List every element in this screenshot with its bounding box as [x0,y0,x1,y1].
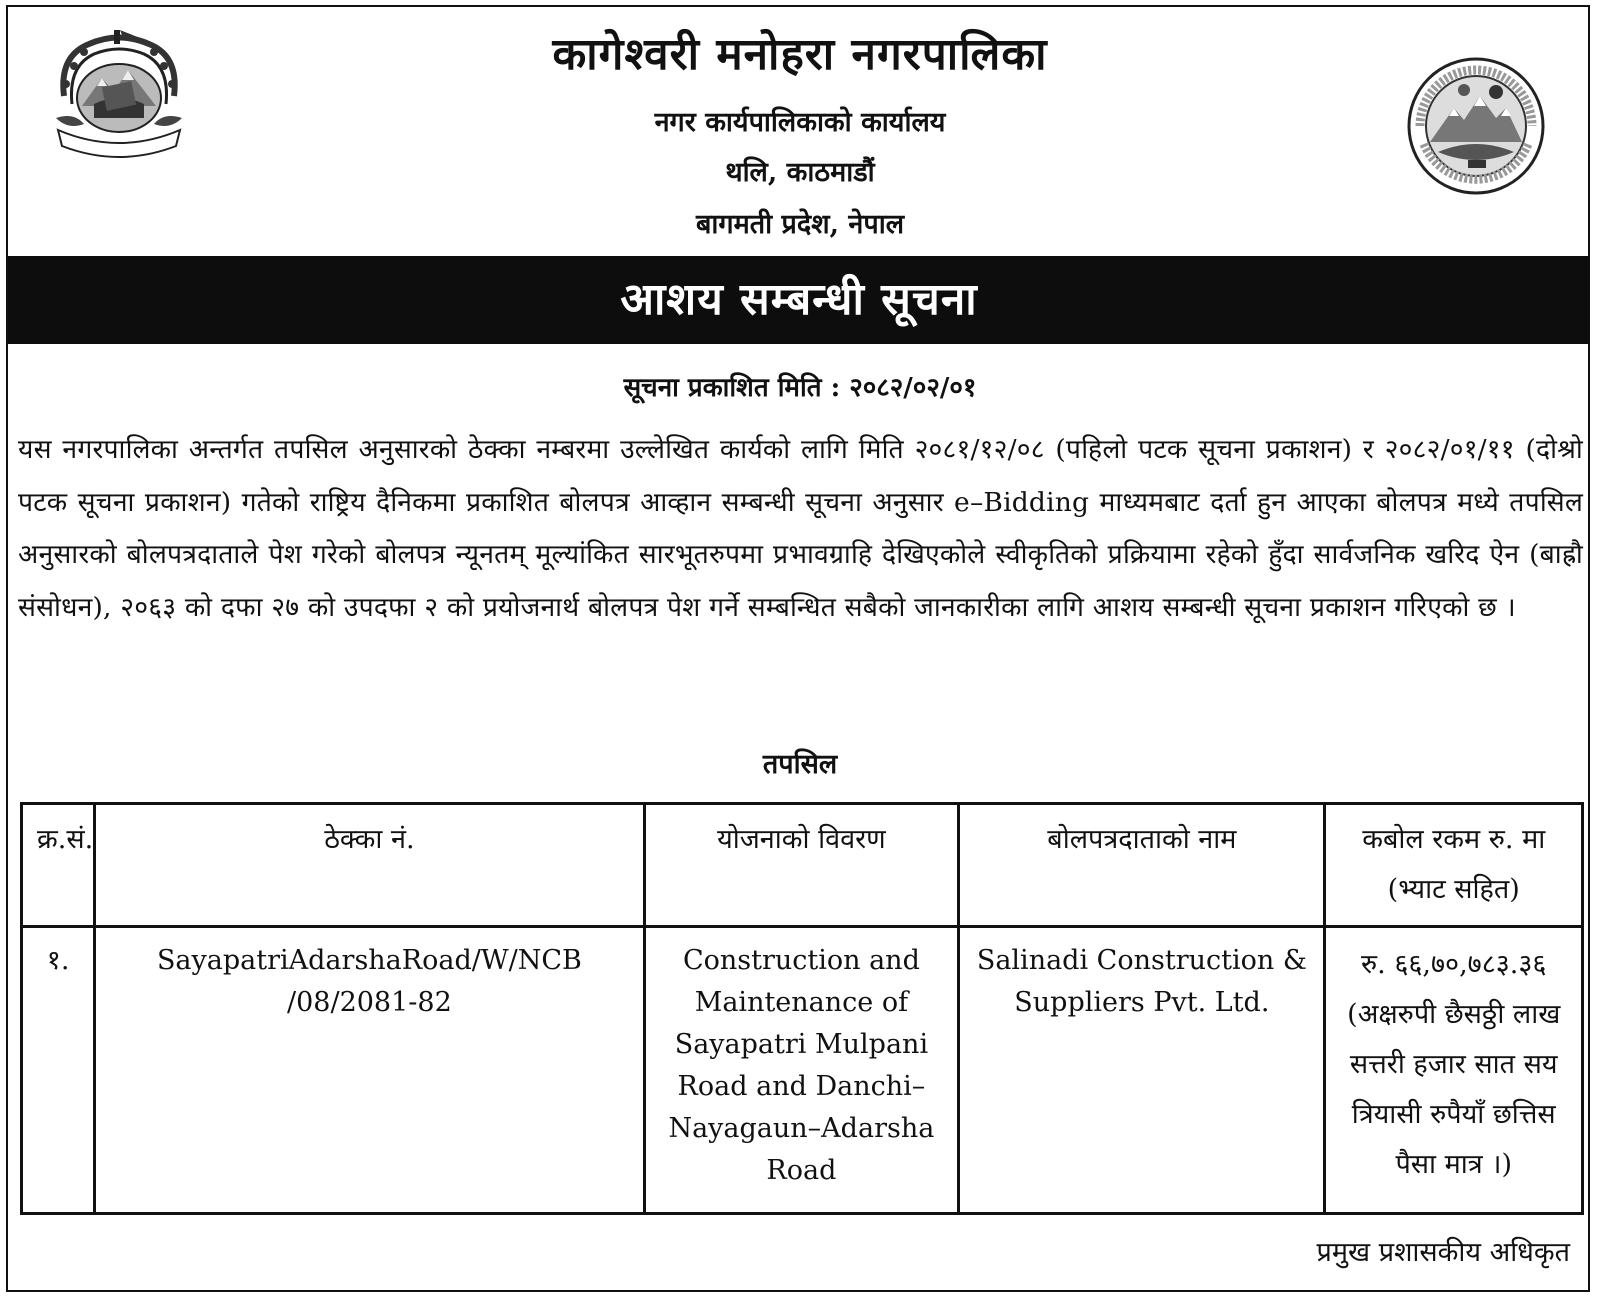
bid-table [20,802,1584,1215]
table-row [22,927,1583,1214]
notice-body: यस नगरपालिका अन्तर्गत तपसिल अनुसारको ठेक्का नम्बरमा उल्लेखित कार्यको लागि मिति २०८१/१२/०८ (पहिलो पटक सूचना प्रकाशन) र २०८२/०१/११ (दोश्रो पटक सूचना प्रकाशन) गतेको राष्ट्रिय दैनिकमा प्रकाशित बोलपत्र आव्हान सम्बन्धी सूचना अनुसार e–Bidding माध्यमबाट दर्ता हुन आएका बोलपत्र मध्ये तपसिल अनुसारको बोलपत्रदाताले पेश गरेको बोलपत्र न्यूनतम् मूल्यांकित सारभूतरुपमा प्रभावग्राहि देखिएकोले स्वीकृतिको प्रक्रियामा रहेको हुँदा सार्वजनिक खरिद ऐन (बाह्रौ संसोधन), २०६३ को दफा २७ को उपदफा २ को प्रयोजनार्थ बोलपत्र पेश गर्ने सम्बन्धित सबैको जानकारीका लागि आशय सम्बन्धी सूचना प्रकाशन गरिएको छ । [18,434,1583,623]
schedule-title: तपसिल [762,749,838,780]
office-name: नगर कार्यपालिकाको कार्यालय [654,107,946,138]
signatory-title: प्रमुख प्रशासकीय अधिकृत [1316,1237,1570,1268]
header-contract-no: ठेक्का नं. [95,804,644,927]
cell-description: Construction and Maintenance of Sayapatri Mulpani Road and Danchi–Nayagaun–Adarsha Road [644,927,959,1214]
header-sn: क्र.सं. [22,804,95,927]
municipality-name: कागेश्वरी मनोहरा नगरपालिका [552,29,1048,80]
contract-no-line2: /08/2081-82 [287,987,452,1018]
header-amount: कबोल रकम रु. मा (भ्याट सहित) [1325,804,1583,927]
header-bidder: बोलपत्रदाताको नाम [959,804,1325,927]
header-description: योजनाको विवरण [644,804,959,927]
office-location: थलि, काठमाडौं [725,157,875,188]
publish-date: सूचना प्रकाशित मिति : २०८२/०२/०१ [623,373,977,403]
table-header-row [22,804,1583,927]
contract-no-line1: SayapatriAdarshaRoad/W/NCB [156,945,582,976]
cell-sn: १. [22,927,95,1214]
cell-bidder: Salinadi Construction & Suppliers Pvt. Ltd. [959,927,1325,1214]
notice-title: आशय सम्बन्धी सूचना [8,256,1590,344]
cell-contract-no [95,927,644,1214]
province-country: बागमती प्रदेश, नेपाल [695,209,905,240]
cell-amount: रु. ६६,७०,७८३.३६ (अक्षरुपी छैसठ्ठी लाख सत्तरी हजार सात सय त्रियासी रुपैयाँ छत्तिस पैसा मात्र ।) [1325,927,1583,1214]
